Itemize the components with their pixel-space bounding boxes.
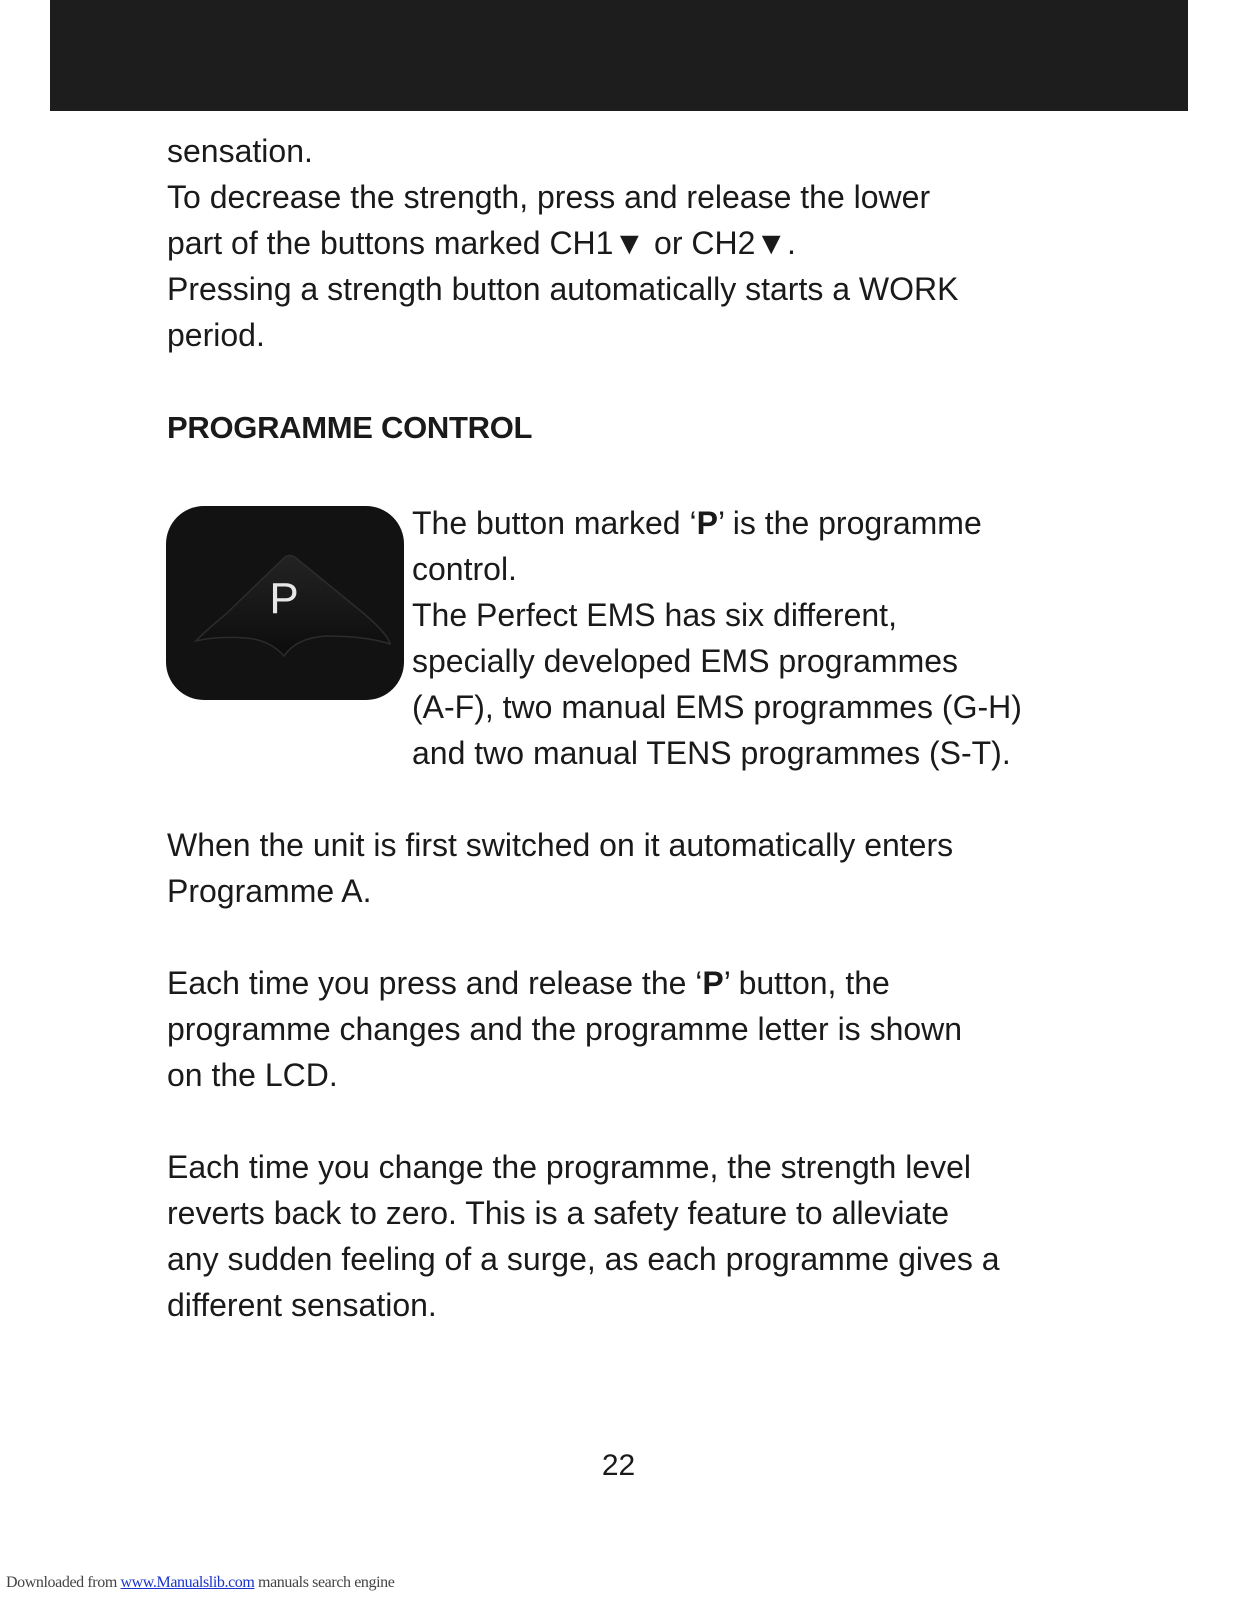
footer-suffix: manuals search engine	[254, 1574, 395, 1591]
footer	[6, 1574, 394, 1592]
manualslib-link[interactable]: www.Manualslib.com	[120, 1574, 255, 1591]
text-line: The button marked ‘P’ is the programme	[412, 505, 982, 541]
text-line: on the LCD.	[167, 1057, 338, 1093]
footer-prefix: Downloaded from	[6, 1574, 121, 1591]
text-line: different sensation.	[167, 1287, 437, 1323]
section-heading: PROGRAMME CONTROL	[167, 410, 533, 445]
text-line: When the unit is first switched on it automatically enters	[167, 827, 954, 863]
p-letter: P	[269, 574, 299, 623]
text-line: and two manual TENS programmes (S-T).	[412, 735, 1011, 771]
text-line: any sudden feeling of a surge, as each programme gives a	[167, 1241, 1000, 1277]
text-line: Each time you press and release the ‘P’ button, the	[167, 965, 890, 1001]
p-button-icon	[166, 506, 404, 700]
text-line: (A-F), two manual EMS programmes (G-H)	[412, 689, 1022, 725]
programme-button-image	[166, 506, 404, 700]
text-line: reverts back to zero. This is a safety feature to alleviate	[167, 1195, 949, 1231]
text-line: Pressing a strength button automatically starts a WORK	[167, 271, 959, 307]
text-line: control.	[412, 551, 517, 587]
text-line: sensation.	[167, 133, 313, 169]
text-line: part of the buttons marked CH1▼ or CH2▼.	[167, 225, 796, 261]
text-line: To decrease the strength, press and release the lower	[167, 179, 931, 215]
text-line: Programme A.	[167, 873, 372, 909]
text-line: specially developed EMS programmes	[412, 643, 959, 679]
text-line: Each time you change the programme, the strength level	[167, 1149, 971, 1185]
header-bar	[50, 0, 1188, 111]
text-line: The Perfect EMS has six different,	[412, 597, 897, 633]
text-line: programme changes and the programme letter is shown	[167, 1011, 963, 1047]
page-number: 22	[601, 1449, 636, 1482]
text-line: period.	[167, 317, 265, 353]
